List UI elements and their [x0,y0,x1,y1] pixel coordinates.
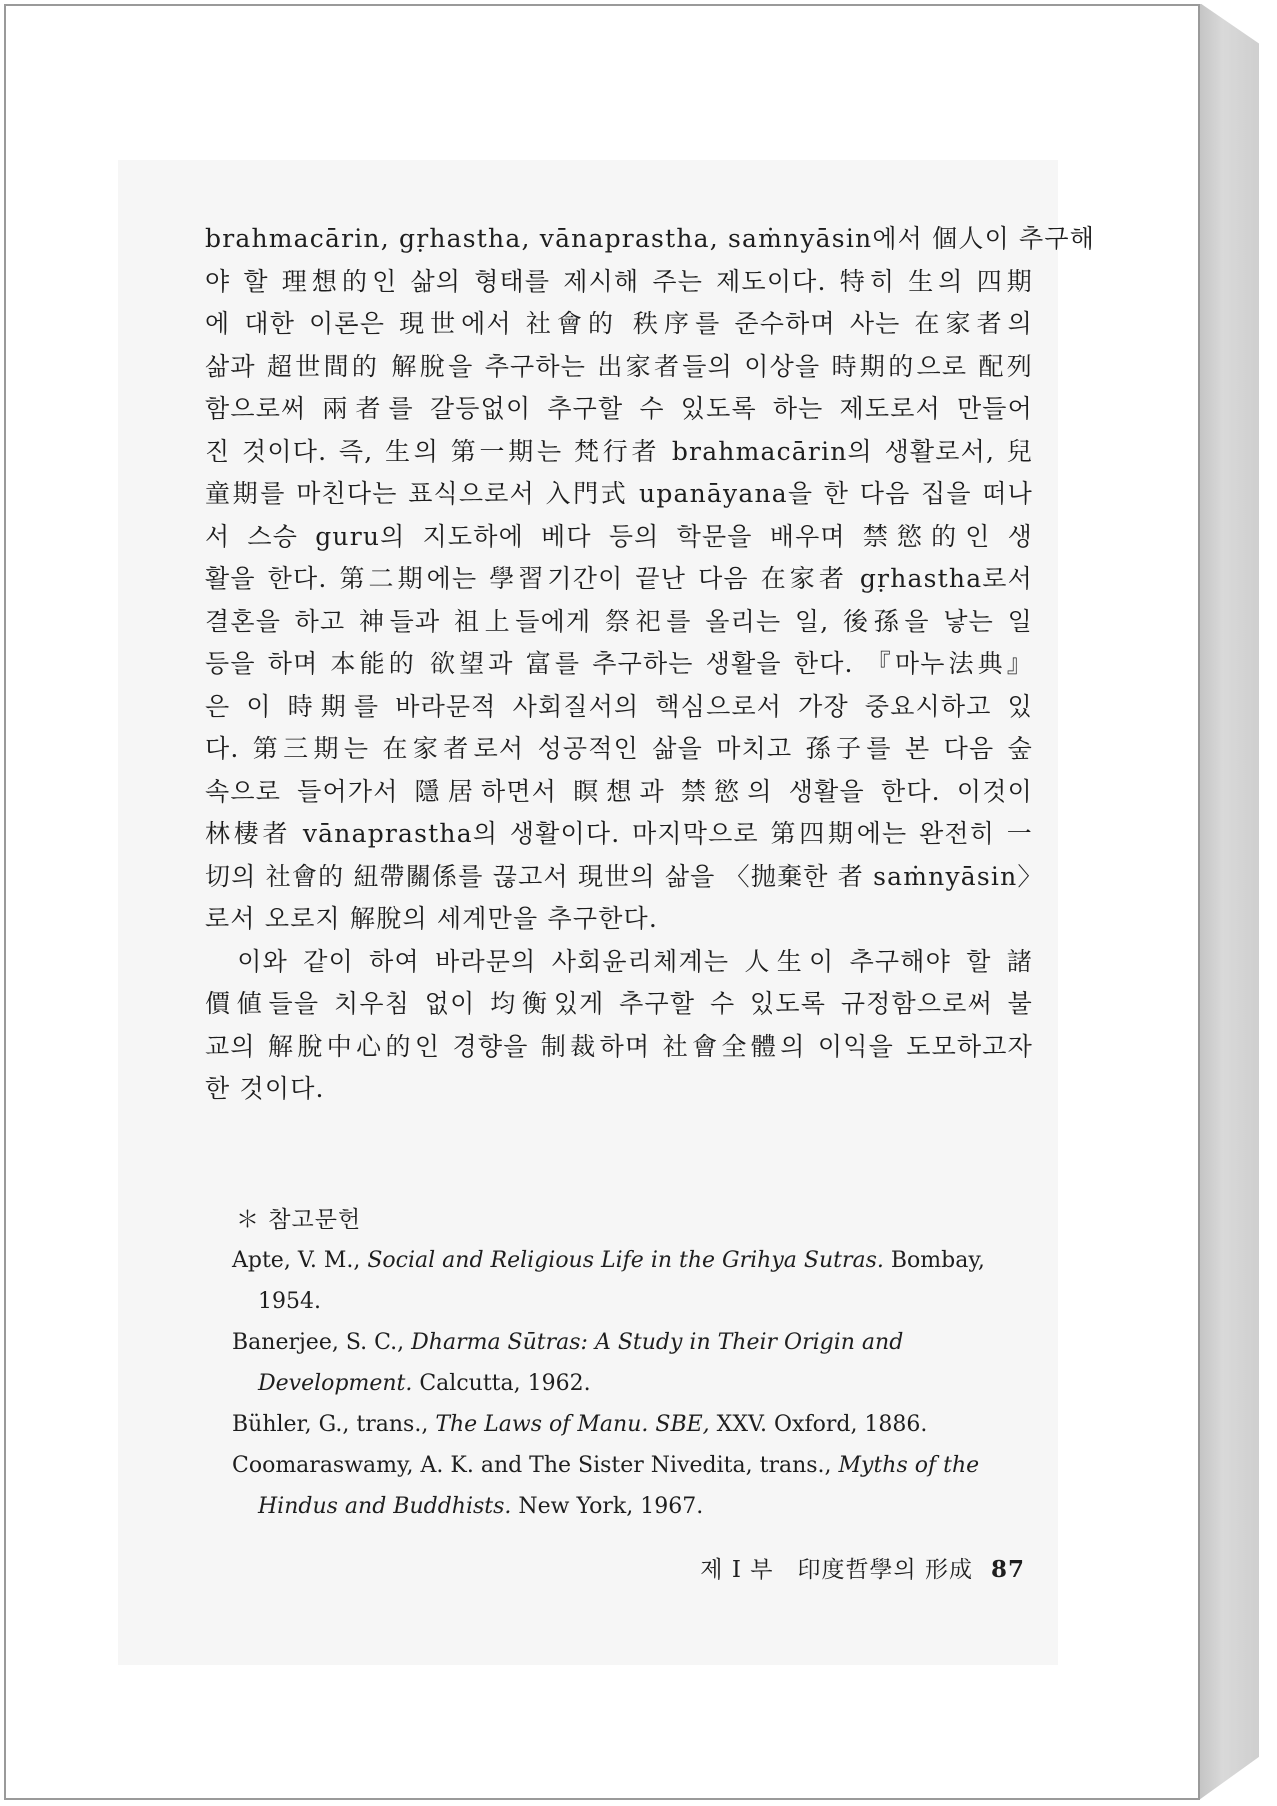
text-line: 切의 社會的 紐帶關係를 끊고서 現世의 삶을 〈抛棄한 者 saṁnyāsin〉 [205,861,1044,891]
reference-title: The Laws of Manu. SBE, [435,1412,710,1437]
reference-author: Banerjee, S. C., [232,1330,412,1355]
text-line: 林棲者 vānaprastha의 생활이다. 마지막으로 第四期에는 완전히 一 [205,819,1033,848]
page-edge [1199,4,1259,1800]
reference-title: Social and Religious Life in the Grihya Sutras. [367,1248,884,1273]
text-line: 야 할 理想的인 삶의 형태를 제시해 주는 제도이다. 特히 生의 四期 [205,266,1033,296]
text-line: 價値들을 치우침 없이 均衡있게 추구할 수 있도록 규정함으로써 불 [205,989,1033,1018]
text-line: 진 것이다. 즉, 生의 第一期는 梵行者 brahmacārin의 생활로서, 兒 [205,436,1033,466]
text-line: 활을 한다. 第二期에는 學習기간이 끝난 다음 在家者 gṛhastha로서 [205,564,1033,593]
text-line: 은 이 時期를 바라문적 사회질서의 핵심으로서 가장 중요시하고 있 [205,691,1033,721]
text-line: 결혼을 하고 神들과 祖上들에게 祭祀를 올리는 일, 後孫을 낳는 일 [205,606,1033,636]
text-line: 童期를 마친다는 표식으로서 入門式 upanāyana을 한 다음 집을 떠나 [205,479,1033,508]
text-line: 이와 같이 하여 바라문의 사회윤리체계는 人生이 추구해야 할 諸 [205,946,1033,976]
text-line: 삶과 超世間的 解脫을 추구하는 出家者들의 이상을 時期的으로 配列 [205,351,1033,381]
text-line: 함으로써 兩者를 갈등없이 추구할 수 있도록 하는 제도로서 만들어 [205,394,1033,423]
text-line: 다. 第三期는 在家者로서 성공적인 삶을 마치고 孫子를 본 다음 숲 [205,734,1033,763]
reference-title: Dharma Sūtras: A Study in Their Origin and Development. [258,1330,904,1396]
reference-publication: XXV. Oxford, 1886. [709,1412,928,1437]
text-line: 속으로 들어가서 隱居하면서 瞑想과 禁慾의 생활을 한다. 이것이 [205,776,1033,806]
text-line: 등을 하며 本能的 欲望과 富를 추구하는 생활을 한다. 『마누法典』 [205,649,1033,678]
reference-publication: New York, 1967. [511,1494,704,1519]
page-number: 87 [990,1556,1025,1583]
reference-publication: Calcutta, 1962. [412,1371,591,1396]
reference-item [232,1240,1047,1322]
text-line: brahmacārin, gṛhastha, vānaprastha, saṁnyāsin에서 個人이 추구해 [205,224,1096,253]
page-footer [700,1551,1025,1584]
reference-author: Apte, V. M., [232,1248,368,1273]
running-section-title: 제 I 부 印度哲學의 形成 [700,1557,973,1583]
reference-item [232,1404,1047,1445]
text-line: 서 스승 guru의 지도하에 베다 등의 학문을 배우며 禁慾的인 생 [205,521,1033,551]
text-line: 한 것이다. [205,1074,325,1103]
reference-item [232,1322,1047,1404]
reference-publication: Bombay, 1954. [258,1248,985,1314]
reference-item [232,1445,1047,1527]
references [232,1200,1047,1527]
reference-title: Myths of the Hindus and Buddhists. [258,1453,980,1519]
reference-author: Bühler, G., trans., [232,1412,436,1437]
references-heading: ＊ 참고문헌 [236,1207,362,1233]
text-line: 로서 오로지 解脫의 세계만을 추구한다. [205,904,659,933]
reference-author: Coomaraswamy, A. K. and The Sister Nivedita, trans., [232,1453,839,1478]
text-line: 교의 解脫中心的인 경향을 制裁하며 社會全體의 이익을 도모하고자 [205,1031,1033,1061]
body-text [205,218,1096,1111]
text-line: 에 대한 이론은 現世에서 社會的 秩序를 준수하며 사는 在家者의 [205,309,1033,338]
